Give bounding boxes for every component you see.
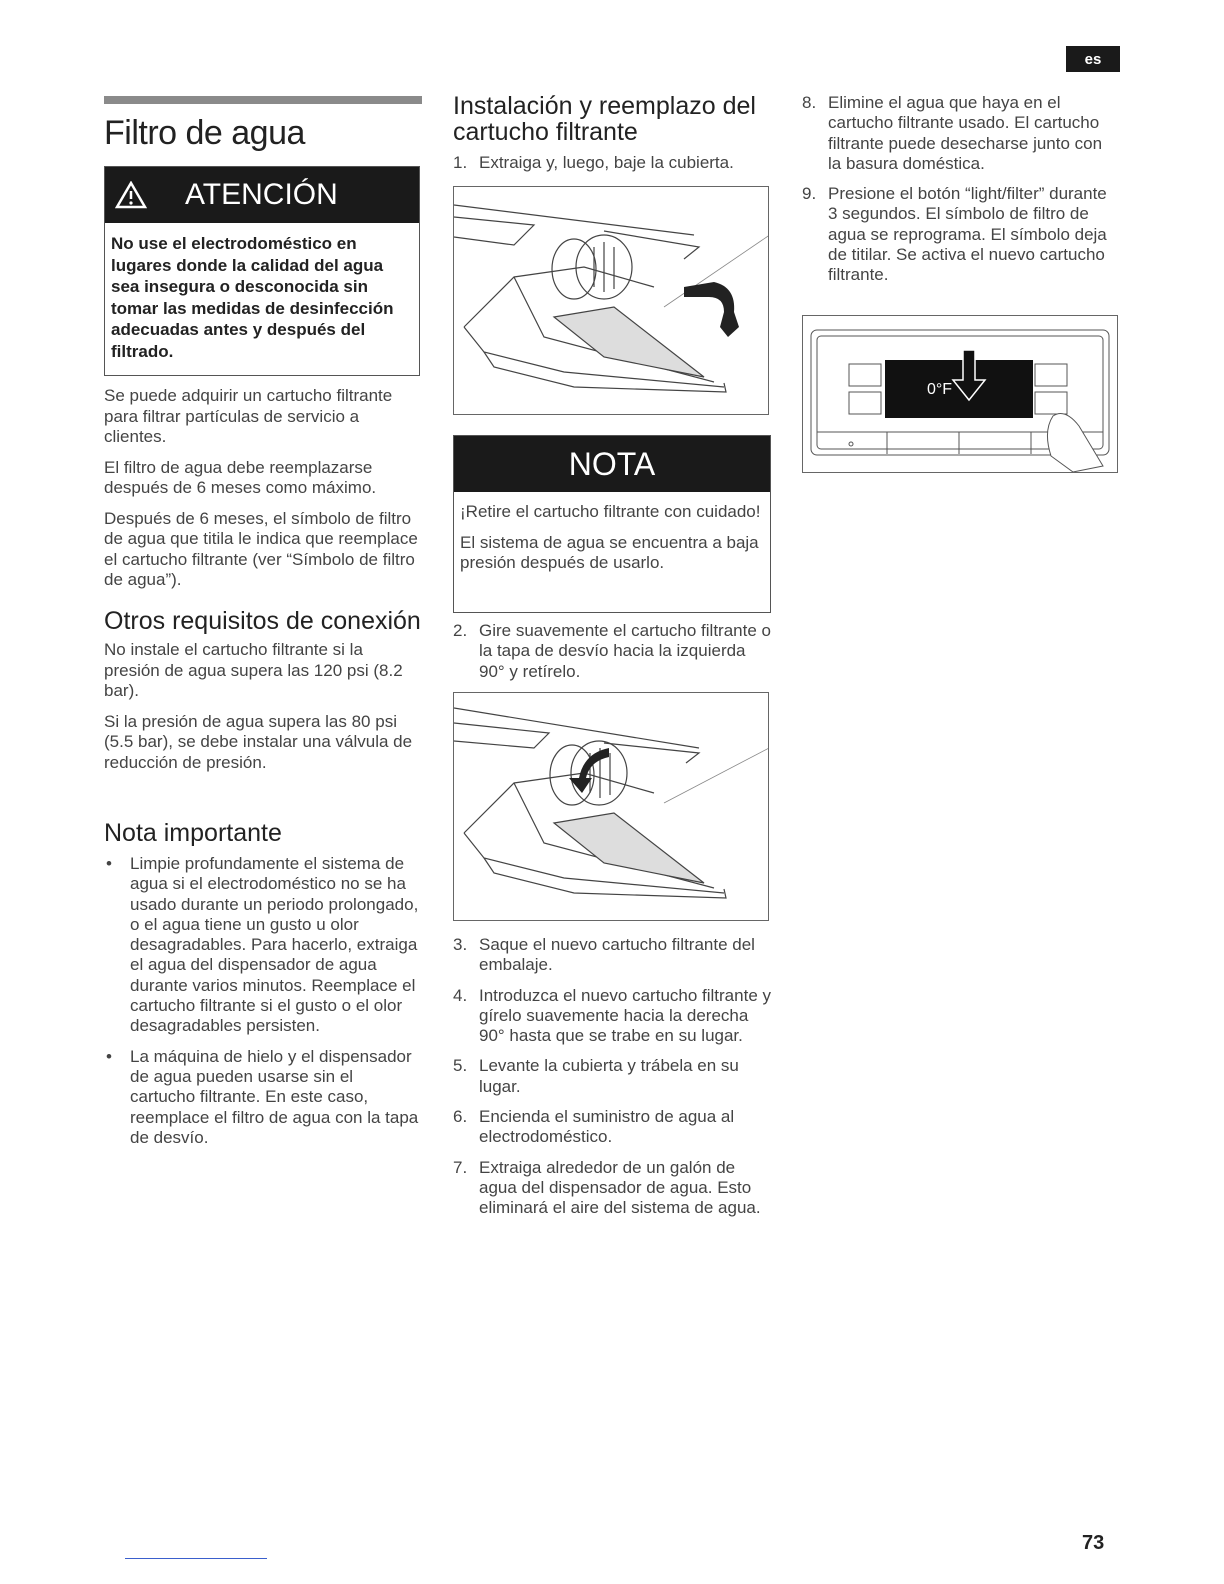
list-item: 2. Gire suavemente el cartucho filtrante o la tapa de desvío hacia la izquierda 90° y retírelo.: [453, 621, 771, 681]
warning-heading: ATENCIÓN: [185, 178, 338, 211]
control-panel-illustration: [803, 316, 1117, 472]
list-item: 6. Encienda el suministro de agua al electrodoméstico.: [453, 1107, 735, 1147]
intro-paragraphs: [104, 386, 422, 601]
language-badge: es: [1066, 46, 1120, 72]
note-box: [453, 435, 771, 613]
figure-lower-cover: [453, 186, 769, 415]
paragraph: ¡Retire el cartucho filtrante con cuidado!: [460, 502, 761, 521]
section-heading-installation: Instalación y reemplazo del cartucho filtrante: [453, 92, 756, 146]
section-connection: [104, 608, 422, 783]
section-heading: Otros requisitos de conexión: [104, 607, 421, 635]
rotate-cartridge-illustration: [454, 693, 768, 920]
footer-rule: [125, 1558, 267, 1559]
list-item: 3. Saque el nuevo cartucho filtrante del embalaje.: [453, 935, 755, 975]
note-heading: NOTA: [454, 436, 770, 492]
list-item: 5. Levante la cubierta y trábela en su lugar.: [453, 1056, 739, 1096]
list-item: 7. Extraiga alrededor de un galón de agua del dispensador de agua. Esto eliminará el aire del sistema de agua.: [453, 1157, 761, 1218]
paragraph: Si la presión de agua supera las 80 psi (5.5 bar), se debe instalar una válvula de reducción de presión.: [104, 711, 413, 772]
paragraph: El sistema de agua se encuentra a baja presión después de usarlo.: [460, 532, 759, 572]
figure-rotate-cartridge: [453, 692, 769, 921]
paragraph: Se puede adquirir un cartucho filtrante para filtrar partículas de servicio a clientes.: [104, 386, 393, 446]
list-item: 8. Elimine el agua que haya en el cartucho filtrante usado. El cartucho filtrante puede desecharse junto con la basura doméstica.: [802, 93, 1103, 173]
paragraph: No instale el cartucho filtrante si la presión de agua supera las 120 psi (8.2 bar).: [104, 640, 403, 700]
page-number: 73: [1082, 1532, 1105, 1554]
filter-cover-illustration: [454, 187, 768, 414]
list-item: • Limpie profundamente el sistema de agua si el electrodoméstico no se ha usado durante un periodo prolongado, o el agua tiene un gusto u olor desagradables. Para hacerlo, extraiga el agua del dispensador de agua durante varios minutos. Reemplace el cartucho filtrante si el gusto o el olor desagradables persisten.: [106, 854, 419, 1036]
warning-text: No use el electrodoméstico en lugares donde la calidad del agua sea insegura o desconocida sin tomar las medidas de desinfección adecuadas antes y después del filtrado.: [111, 234, 394, 361]
paragraph: El filtro de agua debe reemplazarse después de 6 meses como máximo.: [104, 457, 377, 497]
section-heading: Nota importante: [104, 819, 282, 847]
warning-header: [105, 167, 419, 223]
list-item: • La máquina de hielo y el dispensador de agua pueden usarse sin el cartucho filtrante. En este caso, reemplace el filtro de agua con la tapa de desvío.: [106, 1046, 419, 1147]
list-item: 1. Extraiga y, luego, baje la cubierta.: [453, 153, 734, 172]
figure-control-panel: [802, 315, 1118, 473]
list-item: 4. Introduzca el nuevo cartucho filtrante y gírelo suavemente hacia la derecha 90° hasta que se trabe en su lugar.: [453, 985, 771, 1046]
warning-box: [104, 166, 420, 376]
display-temperature: 0°F: [927, 381, 953, 398]
page-title: Filtro de agua: [104, 114, 305, 152]
section-important-note: [104, 820, 422, 1158]
top-rule: [104, 96, 422, 104]
warning-triangle-icon: [115, 181, 147, 209]
list-item: 9. Presione el botón “light/filter” durante 3 segundos. El símbolo de filtro de agua se reprograma. El símbolo deja de titilar. Se activa el nuevo cartucho filtrante.: [802, 184, 1107, 285]
paragraph: Después de 6 meses, el símbolo de filtro de agua que titila le indica que reemplace el cartucho filtrante (ver “Símbolo de filtro de agua”).: [104, 508, 418, 589]
